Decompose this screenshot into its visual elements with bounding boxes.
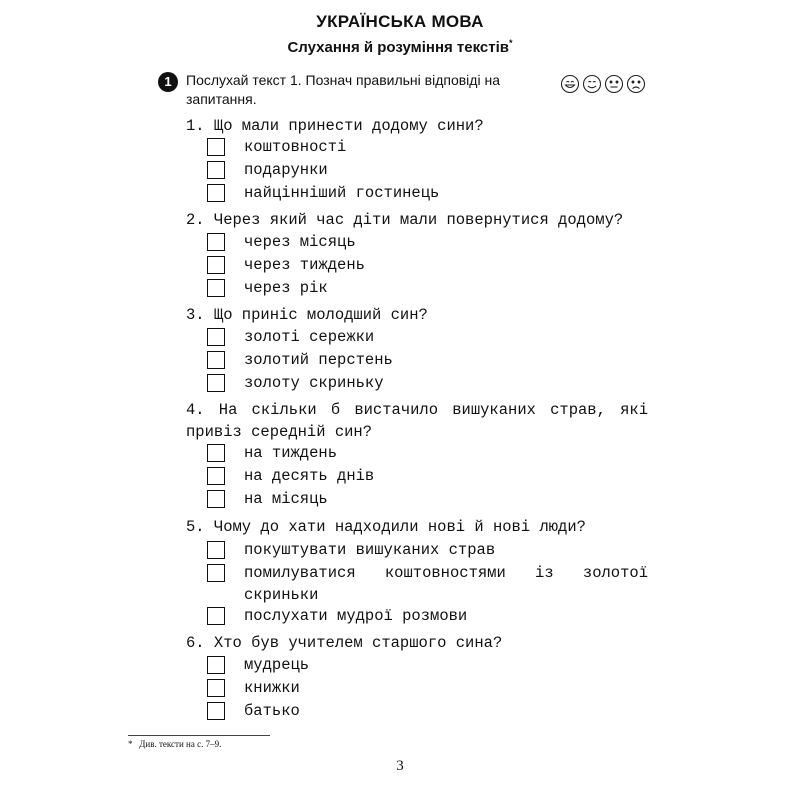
footnote-text: Див. тексти на с. 7–9. xyxy=(139,739,222,749)
option-4-1[interactable] xyxy=(207,442,648,464)
option-3-2[interactable] xyxy=(207,349,648,371)
page-title: УКРАЇНСЬКА МОВА xyxy=(316,12,484,31)
smiling-face-icon xyxy=(584,76,601,93)
footnote-ref: * xyxy=(509,38,513,48)
checkbox[interactable] xyxy=(207,161,225,179)
option-2-2[interactable] xyxy=(207,254,648,276)
checkbox[interactable] xyxy=(207,256,225,274)
checkbox[interactable] xyxy=(207,679,225,697)
task-instruction: Послухай текст 1. Познач правильні відповіді на запитання. xyxy=(186,72,500,107)
option-1-3[interactable] xyxy=(207,182,648,204)
checkbox[interactable] xyxy=(207,564,225,582)
grinning-face-icon xyxy=(562,76,579,93)
option-3-3[interactable] xyxy=(207,372,648,394)
option-label: коштовності xyxy=(244,138,347,156)
question-1: 1. Що мали принести додому сини? xyxy=(186,117,484,135)
option-label: батько xyxy=(244,702,300,720)
option-label: золоту скриньку xyxy=(244,374,384,392)
option-2-1[interactable] xyxy=(207,231,648,253)
option-label: через тиждень xyxy=(244,256,365,274)
checkbox[interactable] xyxy=(207,702,225,720)
checkbox[interactable] xyxy=(207,656,225,674)
question-2: 2. Через який час діти мали повернутися додому? xyxy=(186,211,624,229)
option-label: через рік xyxy=(244,279,328,297)
option-5-3[interactable] xyxy=(207,605,648,627)
option-label: мудрець xyxy=(244,656,310,674)
task-number-badge: 1 xyxy=(158,72,178,92)
option-3-1[interactable] xyxy=(207,326,648,348)
checkbox[interactable] xyxy=(207,541,225,559)
option-label: послухати мудрої розмови xyxy=(244,607,468,625)
option-label: через місяць xyxy=(244,233,356,251)
checkbox[interactable] xyxy=(207,328,225,346)
page-number: 3 xyxy=(396,758,404,774)
option-4-3[interactable] xyxy=(207,488,648,510)
option-label: найцінніший гостинець xyxy=(244,184,440,202)
option-label: золоті сережки xyxy=(244,328,375,346)
checkbox[interactable] xyxy=(207,444,225,462)
sad-face-icon xyxy=(628,76,645,93)
option-6-3[interactable] xyxy=(207,700,648,722)
checkbox[interactable] xyxy=(207,374,225,392)
option-6-1[interactable] xyxy=(207,654,648,676)
checkbox[interactable] xyxy=(207,351,225,369)
question-5: 5. Чому до хати надходили нові й нові люди? xyxy=(186,518,586,536)
question-3: 3. Що приніс молодший син? xyxy=(186,306,428,324)
option-label: подарунки xyxy=(244,161,328,179)
option-label: золотий перстень xyxy=(244,351,393,369)
footnote-divider xyxy=(128,735,270,736)
self-assessment-smileys xyxy=(560,74,650,94)
subtitle-text: Слухання й розуміння текстів xyxy=(287,39,510,56)
option-1-1[interactable] xyxy=(207,136,648,158)
option-label: на тиждень xyxy=(244,444,338,462)
footnote xyxy=(128,739,221,749)
footnote-mark: * xyxy=(128,739,133,749)
option-label: покуштувати вишуканих страв xyxy=(244,541,496,559)
option-label: на десять днів xyxy=(244,467,375,485)
checkbox[interactable] xyxy=(207,184,225,202)
option-1-2[interactable] xyxy=(207,159,648,181)
checkbox[interactable] xyxy=(207,279,225,297)
checkbox[interactable] xyxy=(207,490,225,508)
neutral-face-icon xyxy=(606,76,623,93)
option-5-2[interactable] xyxy=(207,562,648,606)
section-subtitle xyxy=(0,38,800,56)
checkbox[interactable] xyxy=(207,607,225,625)
question-4: 4. На скільки б вистачило вишуканих страв, які привіз середній син? xyxy=(186,401,648,441)
checkbox[interactable] xyxy=(207,233,225,251)
option-2-3[interactable] xyxy=(207,277,648,299)
option-5-1[interactable] xyxy=(207,539,648,561)
checkbox[interactable] xyxy=(207,467,225,485)
option-4-2[interactable] xyxy=(207,465,648,487)
option-label: помилуватися коштовностями із золотої скриньки xyxy=(244,564,648,604)
option-6-2[interactable] xyxy=(207,677,648,699)
option-label: книжки xyxy=(244,679,300,697)
question-6: 6. Хто був учителем старшого сина? xyxy=(186,634,503,652)
option-label: на місяць xyxy=(244,490,328,508)
checkbox[interactable] xyxy=(207,138,225,156)
